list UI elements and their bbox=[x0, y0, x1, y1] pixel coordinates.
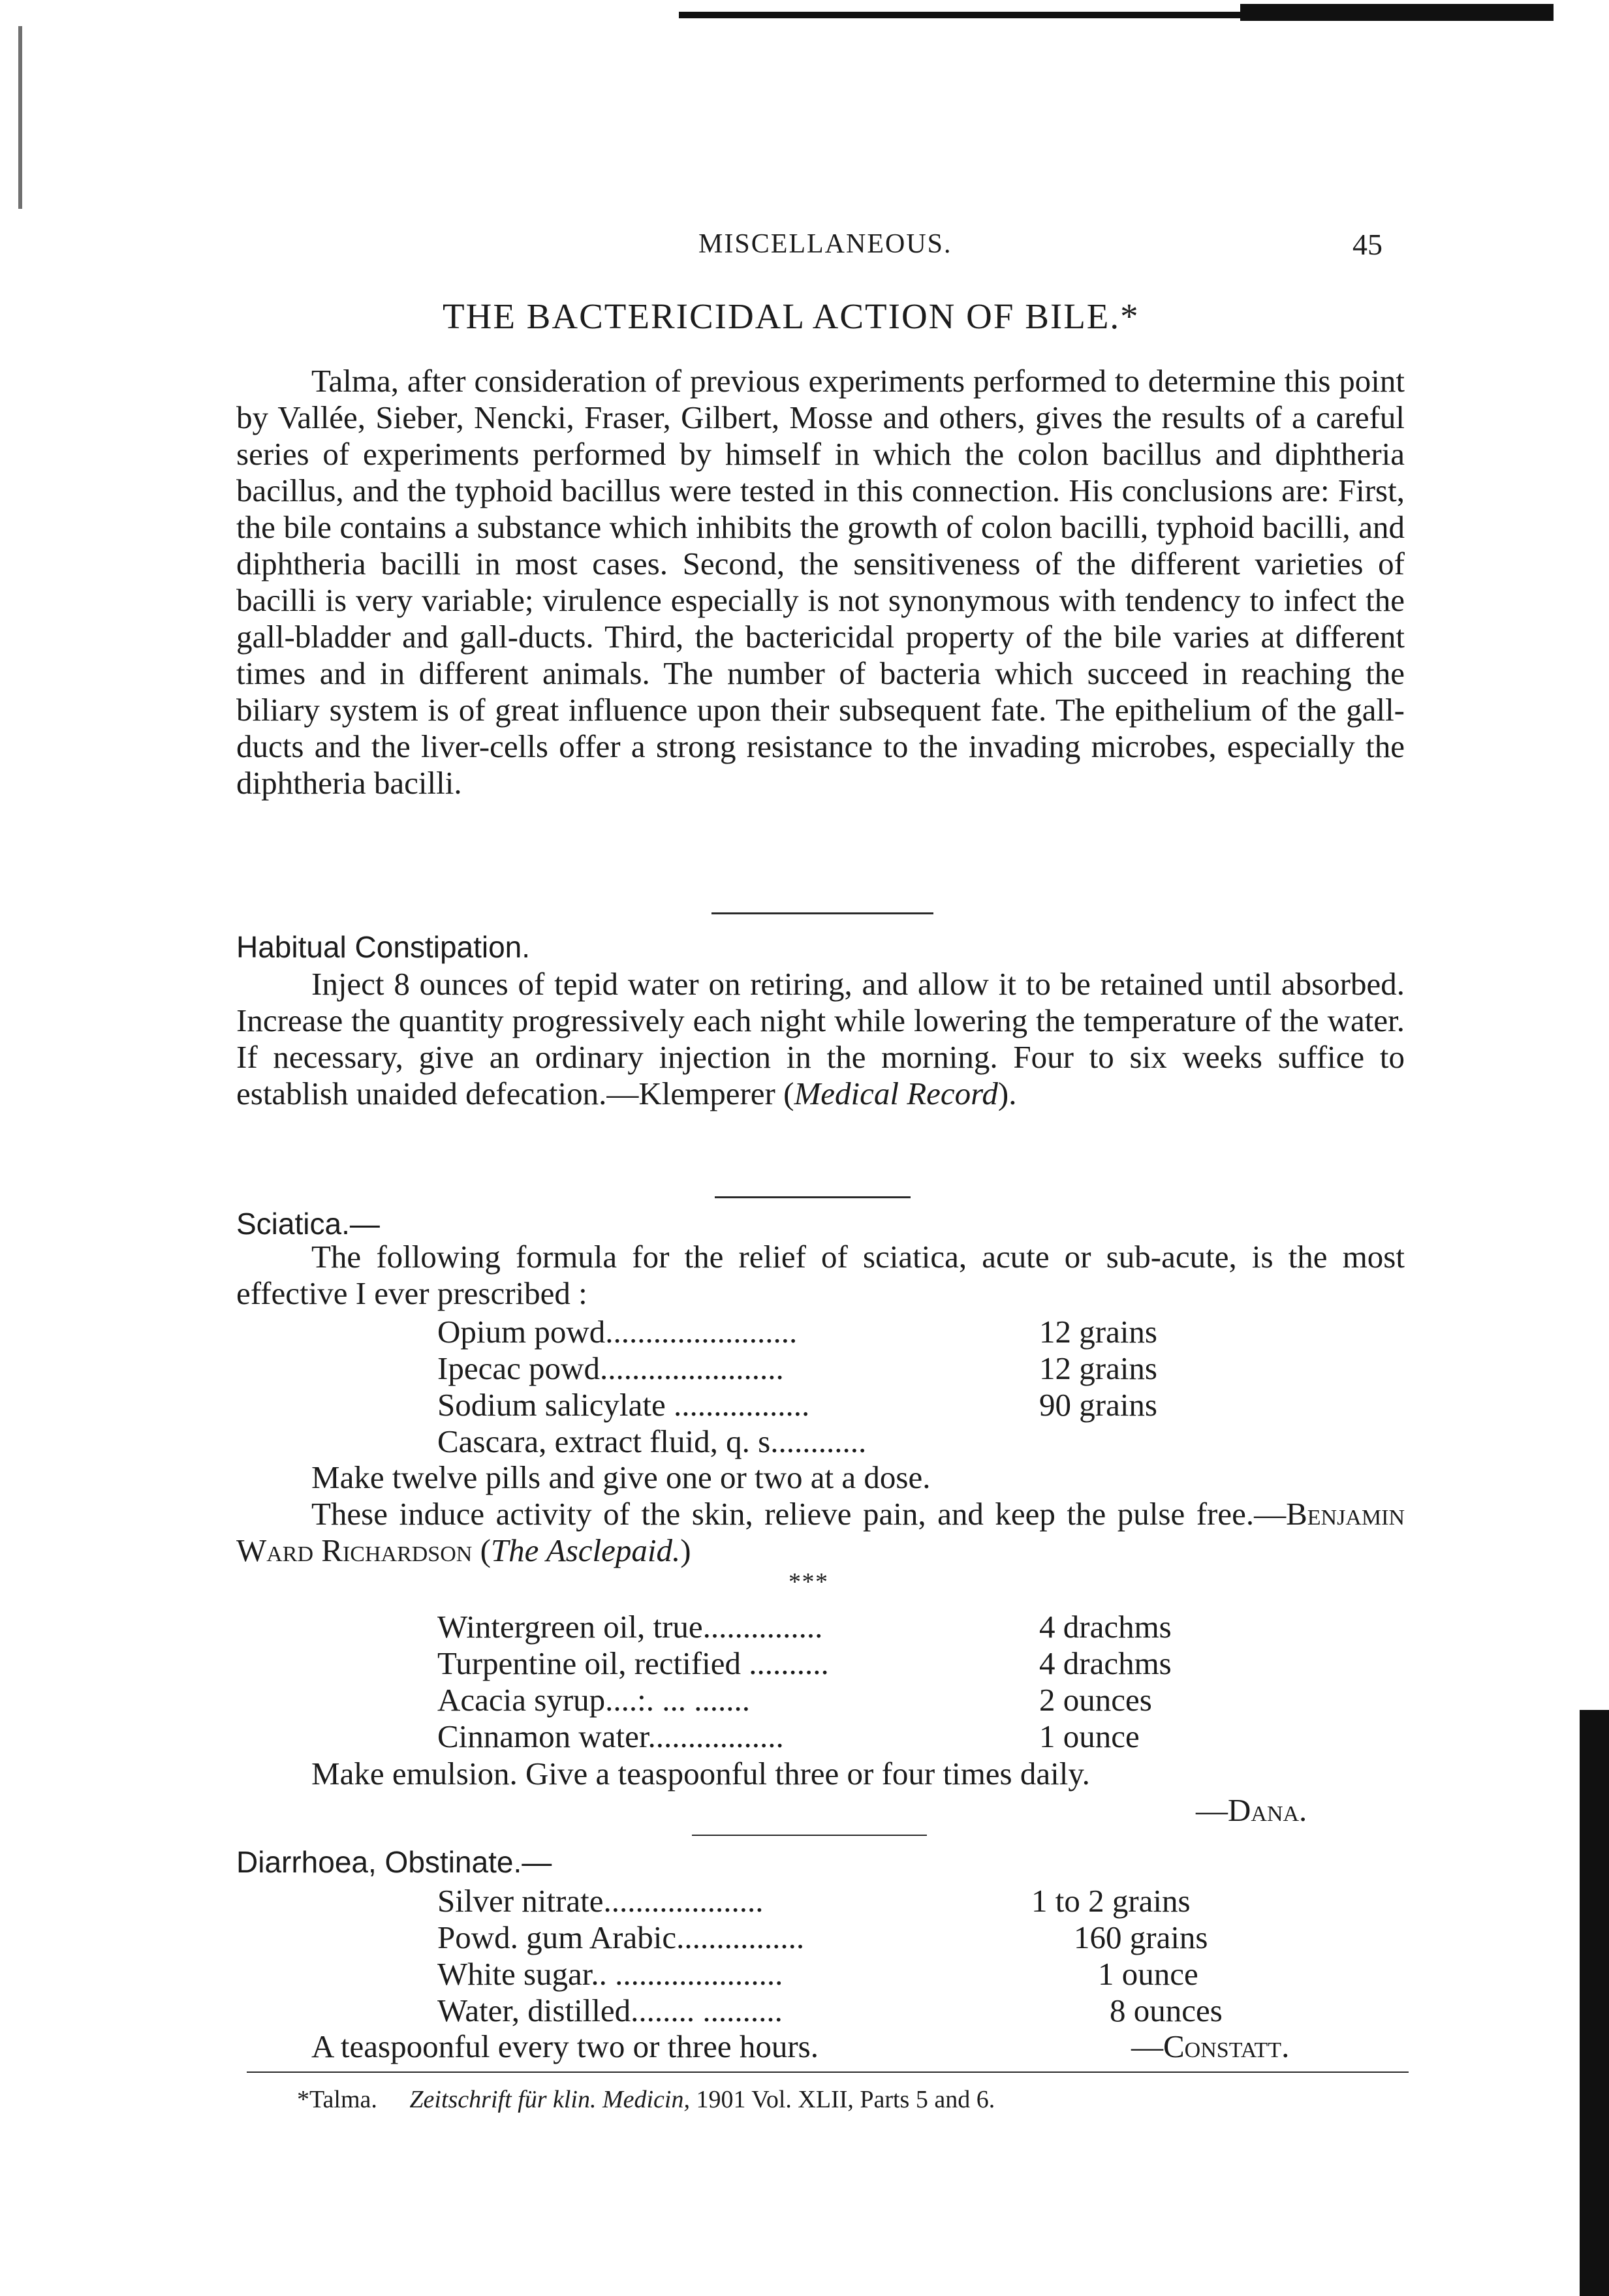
rx-amount: 8 ounces bbox=[1110, 1993, 1223, 2028]
constipation-text: Inject 8 ounces of tepid water on retiring, and allow it to be retained until absorbed. Increase the quantity progressively each night while lowering the temperature of the water. If necessary, give an ordinary injection in the morning. Four to six weeks suffice to establish unaided defecation.—Klemperer ( bbox=[236, 966, 1405, 1111]
rx-item: White sugar.. ..................... bbox=[437, 1956, 783, 1992]
asterism: * * * bbox=[789, 1568, 825, 1596]
rx-item: Powd. gum Arabic................ bbox=[437, 1919, 805, 1955]
rx-amount: 90 grains bbox=[1039, 1387, 1157, 1423]
page-number: 45 bbox=[1352, 228, 1382, 261]
running-head: MISCELLANEOUS. bbox=[698, 229, 952, 259]
article-paragraph: Talma, after consideration of previous experiments performed to determine this point by Vallée, Sieber, Nencki, Fraser, Gilbert, Mosse and others, gives the results of a careful series of experiments performed by himself in which the colon bacillus and diphtheria bacillus, and the typhoid bacillus were tested in this connection. His conclusions are: First, the bile contains a substance which inhibits the growth of colon bacilli, typhoid bacilli, and diphtheria bacilli in most cases. Second, the sensitiveness of the different varieties of bacilli is very variable; virulence especially is not synonymous with tendency to infect the gall-bladder and gall-ducts. Third, the bactericidal property of the bile varies at different times and in different animals. The number of bacteria which succeed in reaching the biliary system is of great influence upon their subsequent fate. The epithelium of the gall-ducts and the liver-cells offer a strong resistance to the invading microbes, especially the diphtheria bacilli. bbox=[236, 363, 1405, 801]
constipation-body: Inject 8 ounces of tepid water on retiring, and allow it to be retained until absorbed. Increase the quantity progressively each night while lowering the temperature of the water. If necessary, give an ordinary injection in the morning. Four to six weeks suffice to establish unaided defecation.—Klemperer (Medical Record). bbox=[236, 966, 1405, 1111]
article-body bbox=[236, 363, 1405, 801]
sciatica-note: These induce activity of the skin, relieve pain, and keep the pulse free.—Benjamin Ward Richardson (The Asclepaid.) bbox=[236, 1496, 1405, 1568]
rx-item: Acacia syrup....:. ... ....... bbox=[437, 1682, 750, 1718]
rx-item: Opium powd........................ bbox=[437, 1314, 798, 1350]
rx-item: Turpentine oil, rectified .......... bbox=[437, 1645, 829, 1681]
scan-right-edge bbox=[1580, 1710, 1609, 2296]
footnote-rule bbox=[247, 2071, 1409, 2073]
scan-left-edge bbox=[18, 26, 22, 209]
rx-item: Ipecac powd....................... bbox=[437, 1350, 784, 1386]
rx-item: Wintergreen oil, true............... bbox=[437, 1609, 823, 1645]
emulsion-directions: Make emulsion. Give a teaspoonful three or four times daily. bbox=[311, 1756, 1090, 1792]
author-constatt: —Constatt. bbox=[1131, 2028, 1290, 2064]
rx-amount: 12 grains bbox=[1039, 1314, 1157, 1350]
author-richardson: Benjamin Ward Richardson bbox=[236, 1496, 1405, 1568]
diarrhoea-heading: Diarrhoea, Obstinate.— bbox=[236, 1845, 552, 1879]
rx-amount: 1 ounce bbox=[1039, 1718, 1140, 1754]
footnote bbox=[297, 2085, 995, 2114]
sciatica-heading: Sciatica.— bbox=[236, 1207, 380, 1241]
constipation-heading: Habitual Constipation. bbox=[236, 930, 531, 964]
author-dana: —Dana. bbox=[1196, 1792, 1307, 1828]
rx-amount: 2 ounces bbox=[1039, 1682, 1152, 1718]
footnote-details: 1901 Vol. XLII, Parts 5 and 6. bbox=[696, 2086, 995, 2113]
rx-item: Cinnamon water................. bbox=[437, 1718, 784, 1754]
rx-amount: 4 drachms bbox=[1039, 1645, 1172, 1681]
rx-amount: 1 ounce bbox=[1098, 1956, 1198, 1992]
section-divider bbox=[715, 1196, 911, 1198]
rx-amount: 4 drachms bbox=[1039, 1609, 1172, 1645]
rx-item: Sodium salicylate ................. bbox=[437, 1387, 810, 1423]
section-divider bbox=[692, 1835, 927, 1836]
rx-amount: 1 to 2 grains bbox=[1031, 1883, 1191, 1919]
sciatica-intro: The following formula for the relief of sciatica, acute or sub-acute, is the most effective I ever prescribed : bbox=[236, 1239, 1405, 1311]
rx-item: Silver nitrate.................... bbox=[437, 1883, 764, 1919]
sciatica-directions: Make twelve pills and give one or two at a dose. bbox=[311, 1459, 931, 1495]
rx-amount: 12 grains bbox=[1039, 1350, 1157, 1386]
rx-amount: 160 grains bbox=[1074, 1919, 1208, 1955]
footnote-journal: Zeitschrift für klin. Medicin, bbox=[409, 2086, 690, 2113]
footnote-mark: *Talma. bbox=[297, 2086, 377, 2113]
diarrhoea-directions: A teaspoonful every two or three hours. bbox=[311, 2028, 819, 2064]
scan-top-bar-thick bbox=[1240, 4, 1554, 21]
source-asclepaid: The Asclepaid. bbox=[490, 1532, 681, 1568]
section-divider bbox=[711, 912, 933, 914]
constipation-source: Medical Record bbox=[794, 1076, 998, 1111]
rx-item: Cascara, extract fluid, q. s............ bbox=[437, 1423, 867, 1459]
article-title: THE BACTERICIDAL ACTION OF BILE.* bbox=[443, 296, 1140, 336]
rx-item: Water, distilled........ .......... bbox=[437, 1993, 783, 2028]
